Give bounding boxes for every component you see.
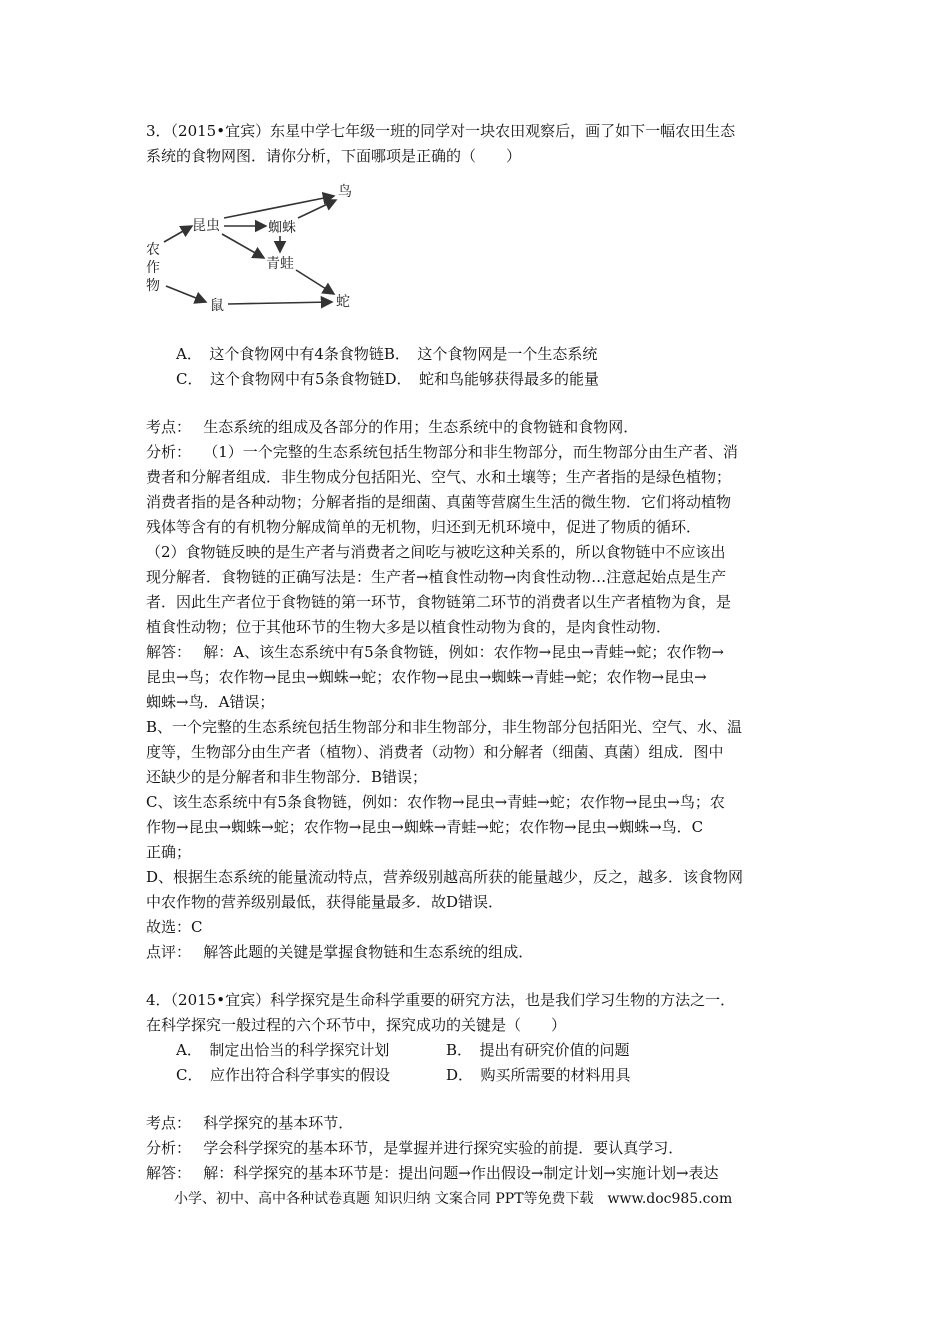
q3-analysis-line-2: 分析： （1）一个完整的生态系统包括生物部分和非生物部分，而生物部分由生产者、消 [146, 443, 738, 461]
arrow-crop-insect [164, 226, 192, 242]
q3-analysis-line-21: 故选：C [146, 918, 203, 936]
q4-option-b: B． 提出有研究价值的问题 [446, 1041, 630, 1059]
q4-analysis-line-2: 分析： 学会科学探究的基本环节，是掌握并进行探究实验的前提．要认真学习． [146, 1139, 684, 1157]
q3-analysis-line-8: 者．因此生产者位于食物链的第一环节，食物链第二环节的消费者以生产者植物为食，是 [146, 593, 732, 611]
q4-analysis-line-1: 考点： 科学探究的基本环节． [146, 1114, 354, 1132]
food-web-diagram [140, 178, 360, 318]
arrow-frog-snake [296, 270, 334, 294]
node-crop-1: 农 [146, 242, 160, 258]
q3-analysis-line-4: 消费者指的是各种动物；分解者指的是细菌、真菌等营腐生生活的微生物．它们将动植物 [146, 493, 732, 511]
q3-analysis-line-11: 昆虫→鸟；农作物→昆虫→蜘蛛→蛇；农作物→昆虫→蜘蛛→青蛙→蛇；农作物→昆虫→ [146, 668, 707, 686]
q3-analysis-line-15: 还缺少的是分解者和非生物部分．B错误； [146, 768, 428, 786]
q4-stem-line-1: 4．（2015•宜宾）科学探究是生命科学重要的研究方法，也是我们学习生物的方法之一． [146, 991, 736, 1009]
q3-options-line-2: C． 这个食物网中有5条食物链D． 蛇和鸟能够获得最多的能量 [176, 370, 600, 388]
node-spider: 蜘蛛 [268, 220, 296, 236]
q3-options-line-1: A． 这个食物网中有4条食物链B． 这个食物网是一个生态系统 [176, 345, 598, 363]
node-mouse: 鼠 [210, 298, 224, 314]
q3-analysis-line-5: 残体等含有的有机物分解成简单的无机物，归还到无机环境中，促进了物质的循环． [146, 518, 702, 536]
q3-analysis-line-6: （2）食物链反映的是生产者与消费者之间吃与被吃这种关系的，所以食物链中不应该出 [146, 543, 726, 561]
q3-stem-line-2: 系统的食物网图．请你分析，下面哪项是正确的（ ） [146, 147, 522, 165]
q3-analysis-line-1: 考点： 生态系统的组成及各部分的作用；生态系统中的食物链和食物网． [146, 418, 639, 436]
q3-analysis-line-3: 费者和分解者组成．非生物成分包括阳光、空气、水和土壤等；生产者指的是绿色植物； [146, 468, 732, 486]
node-crop-2: 作 [146, 260, 160, 276]
node-crop-3: 物 [146, 278, 160, 294]
q4-analysis-line-3: 解答： 解：科学探究的基本环节是：提出问题→作出假设→制定计划→实施计划→表达 [146, 1164, 719, 1182]
node-snake: 蛇 [336, 294, 350, 310]
q3-analysis-line-19: D、根据生态系统的能量流动特点，营养级别越高所获的能量越少，反之，越多．该食物网 [146, 868, 744, 886]
q3-analysis-line-17: 作物→昆虫→蜘蛛→蛇；农作物→昆虫→蜘蛛→青蛙→蛇；农作物→昆虫→蜘蛛→鸟．C [146, 818, 704, 836]
page-footer: 小学、初中、高中各种试卷真题 知识归纳 文案合同 PPT等免费下载 www.doc985.com [174, 1191, 733, 1207]
q3-analysis-line-16: C、该生态系统中有5条食物链，例如：农作物→昆虫→青蛙→蛇；农作物→昆虫→鸟；农 [146, 793, 725, 811]
q3-analysis-line-20: 中农作物的营养级别最低，获得能量最多．故D错误． [146, 893, 504, 911]
arrow-mouse-snake [228, 302, 332, 304]
node-frog: 青蛙 [266, 256, 294, 272]
q4-option-c: C． 应作出符合科学事实的假设 [176, 1066, 390, 1084]
q4-option-a: A． 制定出恰当的科学探究计划 [176, 1041, 390, 1059]
q3-analysis-line-18: 正确； [146, 843, 192, 861]
arrow-crop-mouse [166, 286, 206, 302]
q3-analysis-line-22: 点评： 解答此题的关键是掌握食物链和生态系统的组成． [146, 943, 534, 961]
q3-analysis-line-13: B、一个完整的生态系统包括生物部分和非生物部分，非生物部分包括阳光、空气、水、温 [146, 718, 743, 736]
node-bird: 鸟 [338, 184, 352, 200]
q3-analysis-line-7: 现分解者．食物链的正确写法是：生产者→植食性动物→肉食性动物…注意起始点是生产 [146, 568, 727, 586]
arrow-insect-bird [224, 196, 334, 218]
q3-analysis-line-12: 蜘蛛→鸟．A错误； [146, 693, 275, 711]
q3-stem-line-1: 3．（2015•宜宾）东星中学七年级一班的同学对一块农田观察后，画了如下一幅农田生态 [146, 122, 736, 140]
node-insect: 昆虫 [192, 218, 220, 234]
q3-analysis-line-14: 度等，生物部分由生产者（植物）、消费者（动物）和分解者（细菌、真菌）组成．图中 [146, 743, 724, 761]
q4-stem-line-2: 在科学探究一般过程的六个环节中，探究成功的关键是（ ） [146, 1016, 567, 1034]
q4-option-d: D． 购买所需要的材料用具 [446, 1066, 631, 1084]
arrow-insect-frog [222, 234, 264, 258]
q3-analysis-line-9: 植食性动物；位于其他环节的生物大多是以植食性动物为食的，是肉食性动物． [146, 618, 672, 636]
q3-analysis-line-10: 解答： 解：A、该生态系统中有5条食物链，例如：农作物→昆虫→青蛙→蛇；农作物→ [146, 643, 724, 661]
